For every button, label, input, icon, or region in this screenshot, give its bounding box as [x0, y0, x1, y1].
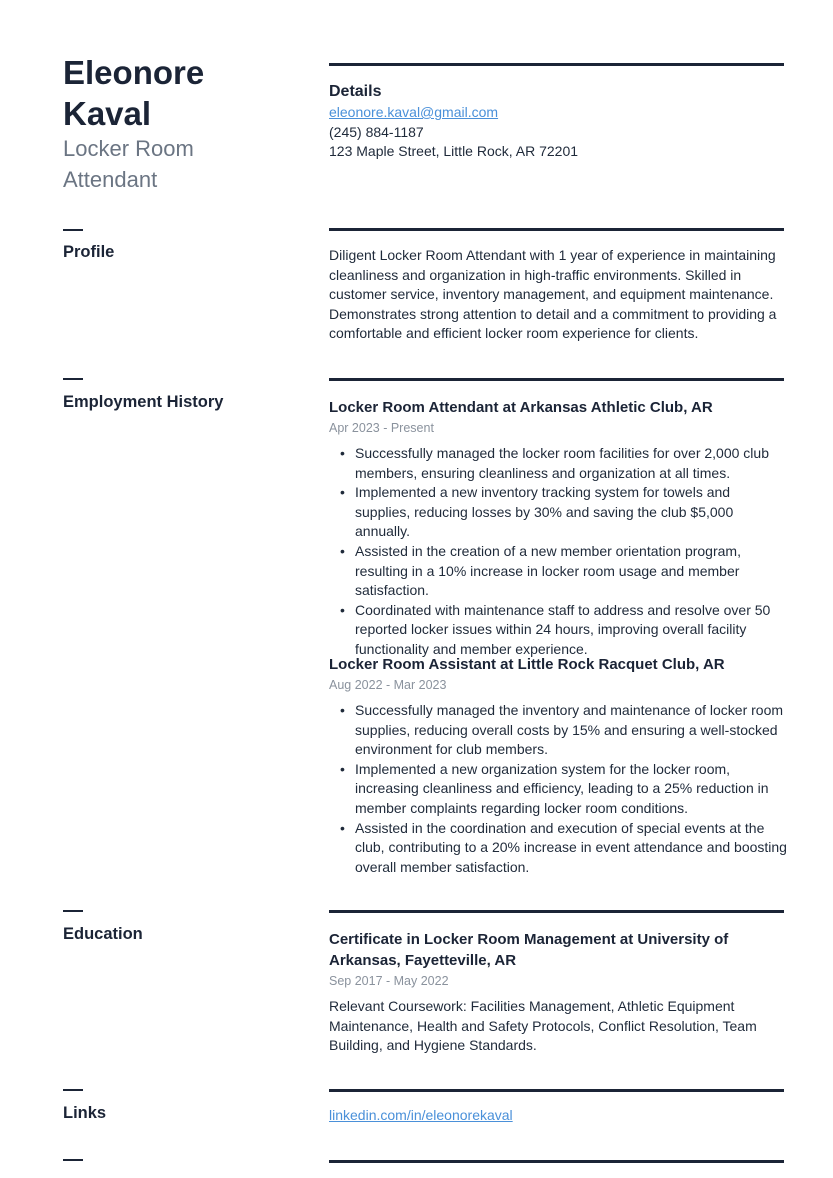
employment-dash — [63, 378, 83, 380]
address: 123 Maple Street, Little Rock, AR 72201 — [329, 143, 579, 160]
profile-text: Diligent Locker Room Attendant with 1 year of experience in maintaining cleanliness and organization in high-traffic environments. Skilled in customer service, inventory management, and equipment maintenance. Demonstrates strong attention to detail and a commitment to providing a comfortable and efficient locker room experience for clients. — [329, 247, 777, 342]
links-divider — [329, 1089, 784, 1092]
list-item: • Assisted in the creation of a new member orientation program, resulting in a 10% increase in locker room usage and member satisfaction. — [329, 542, 787, 601]
job-bullets — [329, 701, 787, 877]
job-bullets — [329, 444, 787, 660]
profile-label: Profile — [63, 243, 115, 261]
education-divider — [329, 910, 784, 913]
profile-dash — [63, 229, 83, 231]
education-dash — [63, 910, 83, 912]
last-name: Kaval — [63, 95, 152, 132]
list-item: • Successfully managed the inventory and maintenance of locker room supplies, reducing overall costs by 15% and ensuring a well-stocked environment for club members. — [329, 701, 787, 760]
bottom-dash — [63, 1159, 83, 1161]
job-entry-1 — [329, 397, 787, 660]
list-item: • Implemented a new inventory tracking system for towels and supplies, reducing losses by 30% and saving the club $5,000 annually. — [329, 483, 787, 542]
details-heading: Details — [329, 83, 382, 100]
details-divider — [329, 63, 784, 66]
education-title: Certificate in Locker Room Management at University of Arkansas, Fayetteville, AR — [329, 931, 729, 969]
list-item: • Coordinated with maintenance staff to address and resolve over 50 reported locker issues within 24 hours, improving overall facility functionality and member experience. — [329, 601, 787, 660]
job-dates: Aug 2022 - Mar 2023 — [329, 678, 447, 692]
email-link[interactable]: eleonore.kaval@gmail.com — [329, 104, 499, 120]
phone-number: (245) 884-1187 — [329, 123, 424, 140]
education-text: Relevant Coursework: Facilities Management, Athletic Equipment Maintenance, Health and Safety Protocols, Conflict Resolution, Team Building, and Hygiene Standards. — [329, 998, 757, 1054]
employment-label: Employment History — [63, 393, 224, 411]
job-title-line-1: Locker Room — [63, 136, 194, 161]
bottom-divider — [329, 1160, 784, 1163]
job-entry-2 — [329, 654, 787, 877]
list-item: • Implemented a new organization system for the locker room, increasing cleanliness and efficiency, leading to a 25% reduction in member complaints regarding locker room conditions. — [329, 760, 787, 819]
details-section — [329, 81, 787, 162]
first-name: Eleonore — [63, 54, 205, 91]
linkedin-link[interactable]: linkedin.com/in/eleonorekaval — [329, 1107, 513, 1123]
profile-divider — [329, 228, 784, 231]
links-label: Links — [63, 1104, 107, 1122]
links-dash — [63, 1089, 83, 1091]
list-item: • Successfully managed the locker room facilities for over 2,000 club members, ensuring cleanliness and organization at all times. — [329, 444, 787, 483]
candidate-name — [63, 52, 303, 134]
job-title-line-2: Attendant — [63, 167, 158, 192]
links-list — [329, 1106, 787, 1126]
job-dates: Apr 2023 - Present — [329, 421, 434, 435]
list-item: • Assisted in the coordination and execution of special events at the club, contributing to a 20% increase in event attendance and boosting overall member satisfaction. — [329, 819, 787, 878]
job-title — [63, 133, 303, 195]
education-label: Education — [63, 925, 143, 943]
employment-divider — [329, 378, 784, 381]
job-title-heading: Locker Room Attendant at Arkansas Athletic Club, AR — [329, 399, 713, 416]
education-dates: Sep 2017 - May 2022 — [329, 974, 449, 988]
education-entry — [329, 929, 787, 1056]
job-title-heading: Locker Room Assistant at Little Rock Racquet Club, AR — [329, 656, 725, 673]
